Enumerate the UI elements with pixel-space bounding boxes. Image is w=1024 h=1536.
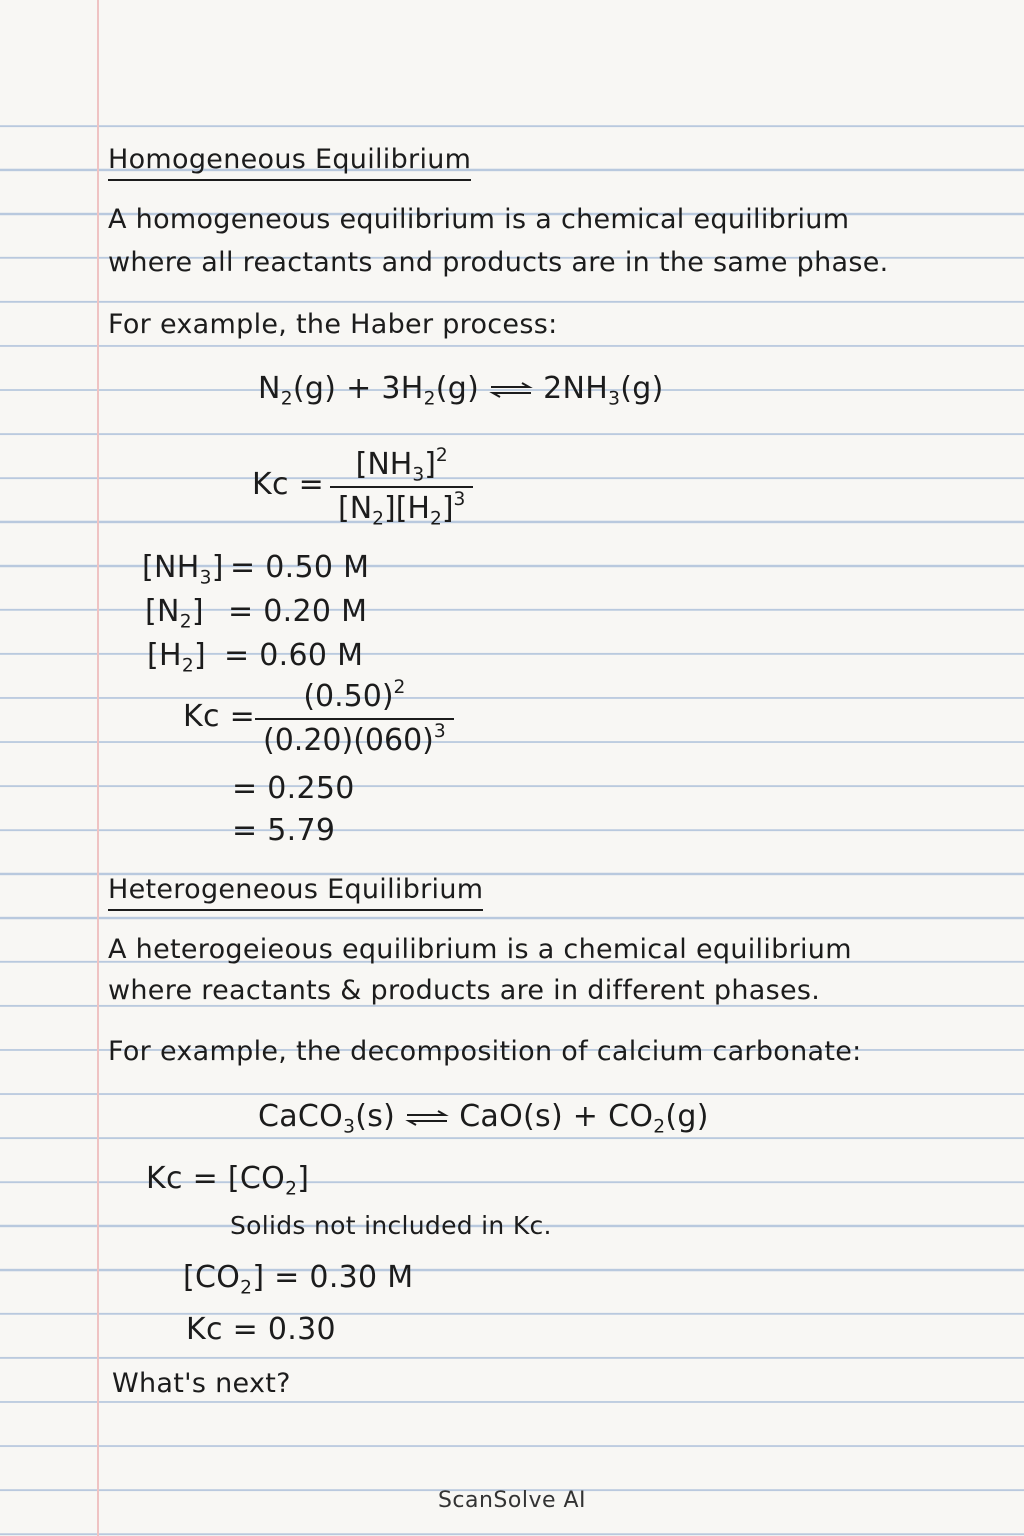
kc-expression-numerator: $[NH_3]^2$: [355, 444, 448, 486]
equilibrium-arrow-icon: [489, 382, 533, 398]
kc-expression-fraction: [330, 444, 473, 530]
margin-line: [97, 0, 99, 1536]
concentration-nh3-species: $[NH_3]$: [142, 550, 224, 589]
watermark-footer: ScanSolve AI: [437, 1488, 587, 1513]
homogeneous-definition-line1: A homogeneous equilibrium is a chemical equilibrium: [108, 204, 850, 235]
closing-question: What's next?: [112, 1368, 291, 1399]
kc-calculation-label: Kc =: [183, 699, 256, 734]
heterogeneous-heading: Heterogeneous Equilibrium: [108, 876, 483, 911]
co2-concentration: $[CO_2] = 0.30$ M: [183, 1260, 414, 1299]
concentration-n2-species: $[N_2]$: [145, 594, 204, 633]
equilibrium-arrow-icon: [405, 1110, 449, 1126]
calculation-step-1: = 0.250: [232, 771, 355, 806]
solids-note: Solids not included in Kc.: [230, 1211, 552, 1240]
kc-co2-label: Kc =: [146, 1161, 219, 1196]
homogeneous-definition-line2: where all reactants and products are in the same phase.: [108, 247, 889, 278]
calcium-carbonate-equation: CaCO$_3$(s) $CaO(s) + CO_2(g)$: [258, 1099, 709, 1138]
kc-expression-denominator: $[N_2][H_2]^3$: [338, 488, 466, 530]
heterogeneous-example-intro: For example, the decomposition of calcium carbonate:: [108, 1036, 862, 1067]
homogeneous-heading: Homogeneous Equilibrium: [108, 146, 471, 181]
heterogeneous-definition-line1: A heterogeieous equilibrium is a chemical equilibrium: [108, 934, 852, 965]
co2-concentration-value: = 0.30 M: [274, 1260, 414, 1295]
page-header-blank: [0, 0, 1024, 83]
haber-equation: $N_2(g) + 3H_2(g)$ $2NH_3(g)$: [258, 371, 664, 410]
concentration-n2-value: = 0.20 M: [228, 594, 368, 629]
kc-co2-expression: $Kc = [CO_2]$: [146, 1161, 310, 1200]
kc-calculation-fraction: [255, 676, 454, 758]
kc-expression-label: Kc =: [252, 467, 325, 502]
kc-result: Kc = 0.30: [186, 1312, 336, 1347]
homogeneous-example-intro: For example, the Haber process:: [108, 309, 558, 340]
concentration-nh3-value: = 0.50 M: [230, 550, 370, 585]
concentration-h2-species: $[H_2]$: [147, 638, 207, 677]
concentration-h2-value: = 0.60 M: [224, 638, 364, 673]
calculation-step-2: = 5.79: [232, 813, 336, 848]
heterogeneous-definition-line2: where reactants & products are in different phases.: [108, 975, 821, 1006]
kc-calculation-denominator: $(0.20)(060)^3$: [263, 720, 446, 758]
kc-calculation-numerator: $(0.50)^2$: [303, 676, 406, 714]
